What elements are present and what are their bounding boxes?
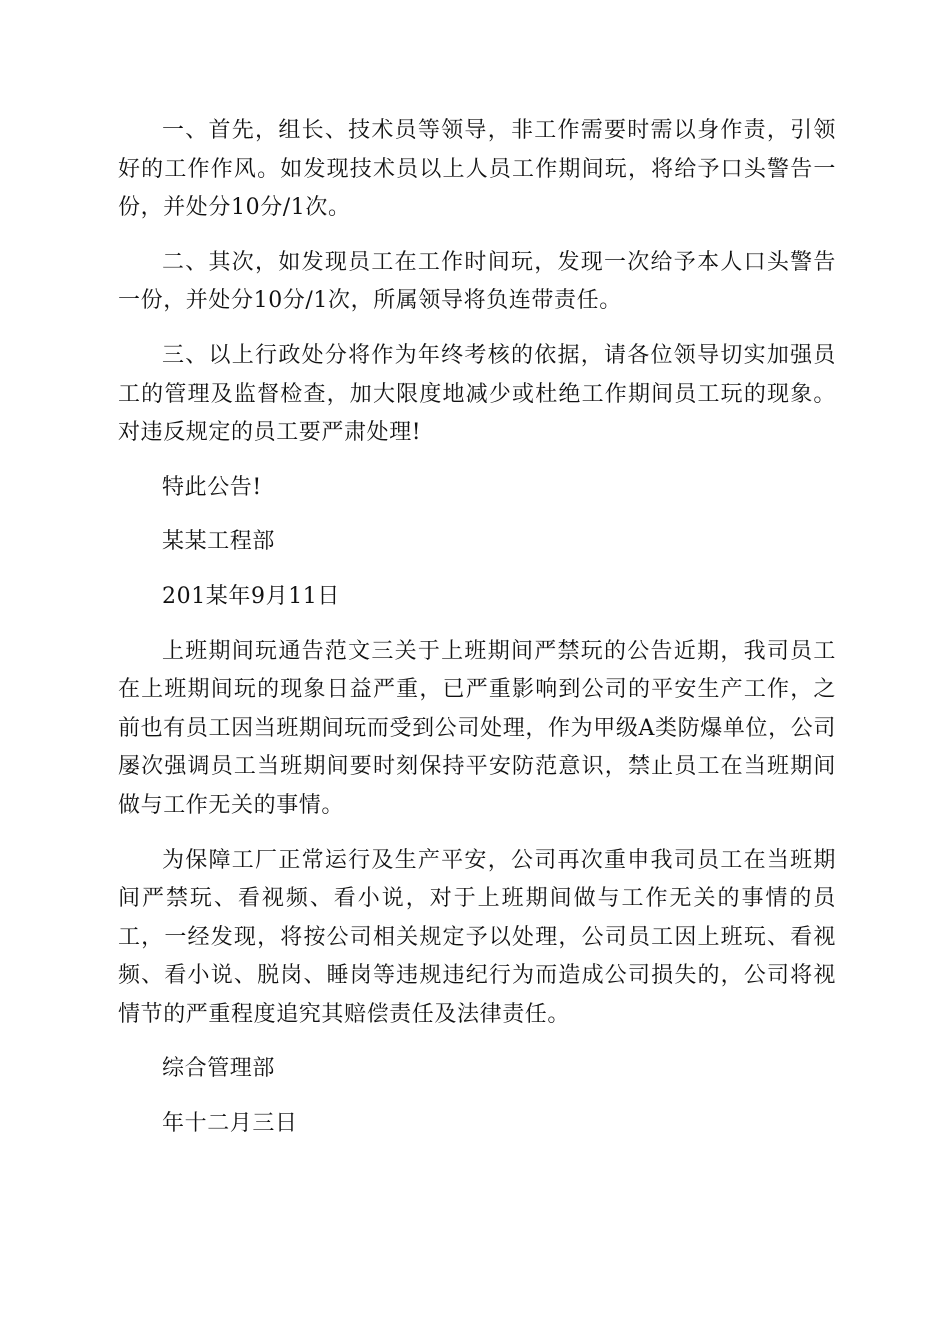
paragraph-date-one: 201某年9月11日 — [162, 583, 340, 609]
paragraph-announcement: 特此公告! — [162, 474, 262, 500]
paragraph-rule-two: 二、其次，如发现员工在工作时间玩，发现一次给予本人口头警告一份，并处分10分/1次，所属领导将负连带责任。 — [118, 249, 836, 314]
paragraph-rule-three: 三、以上行政处分将作为年终考核的依据，请各位领导切实加强员工的管理及监督检查，加大限度地减少或杜绝工作期间员工玩的现象。对违反规定的员工要严肃处理! — [118, 342, 836, 446]
paragraph-notice-three-rules: 为保障工厂正常运行及生产平安，公司再次重申我司员工在当班期间严禁玩、看视频、看小说，对于上班期间做与工作无关的事情的员工，一经发现，将按公司相关规定予以处理，公司员工因上班玩、看视频、看小说、脱岗、睡岗等违规违纪行为而造成公司损失的，公司将视情节的严重程度追究其赔偿责任及法律责任。 — [118, 847, 836, 1027]
paragraph-date-two: 年十二月三日 — [162, 1111, 298, 1137]
paragraph-rule-one: 一、首先，组长、技术员等领导，非工作需要时需以身作责，引领好的工作作风。如发现技术员以上人员工作期间玩，将给予口头警告一份，并处分10分/1次。 — [118, 118, 836, 221]
paragraph-notice-three-intro: 上班期间玩通告范文三关于上班期间严禁玩的公告近期，我司员工在上班期间玩的现象日益严重，已严重影响到公司的平安生产工作，之前也有员工因当班期间玩而受到公司处理，作为甲级A类防爆单位，公司屡次强调员工当班期间要时刻保持平安防范意识，禁止员工在当班期间做与工作无关的事情。 — [118, 638, 836, 818]
paragraph-department-signature: 某某工程部 — [162, 529, 276, 555]
document-body — [118, 112, 836, 1160]
paragraph-management-signature: 综合管理部 — [162, 1056, 276, 1082]
